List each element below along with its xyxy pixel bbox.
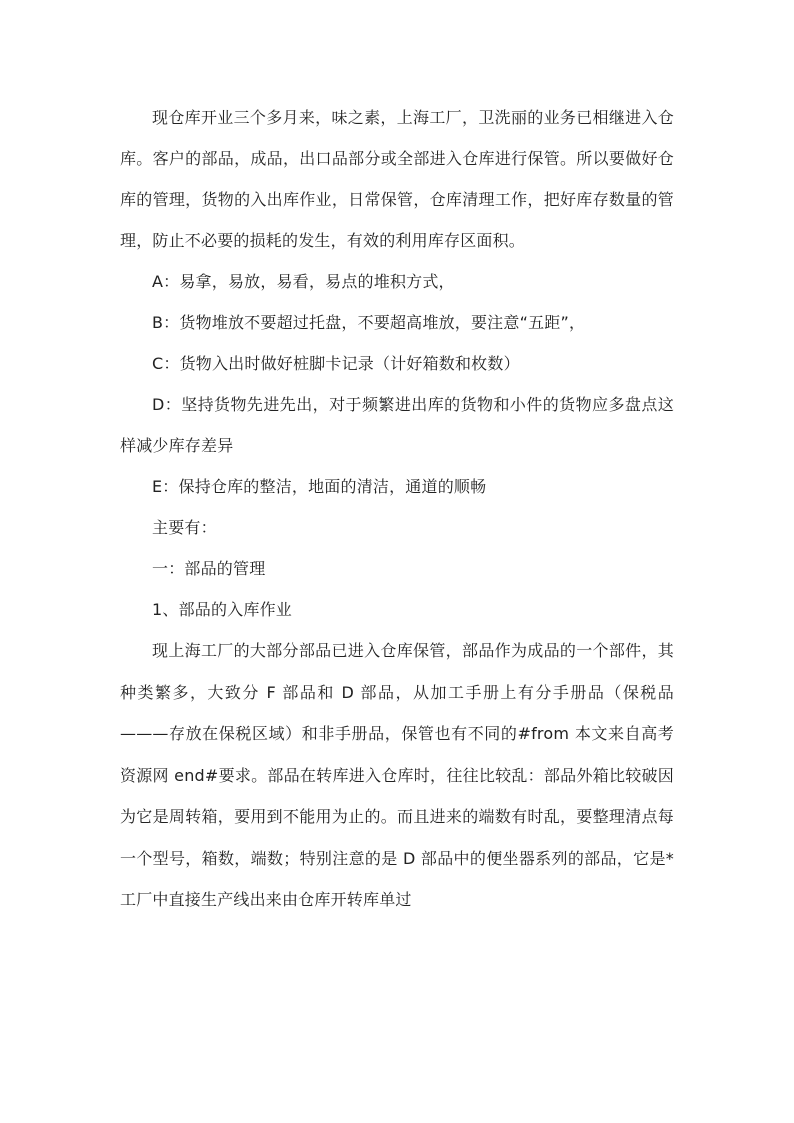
document-page (120, 97, 674, 921)
rule-c-paragraph: C：货物入出时做好桩脚卡记录（计好箱数和枚数） (152, 354, 520, 373)
intro-paragraph: 现仓库开业三个多月来，味之素，上海工厂，卫洗丽的业务已相继进入仓库。客户的部品，成品，出口品部分或全部进入仓库进行保管。所以要做好仓库的管理，货物的入出库作业，日常保管，仓库清理工作，把好库存数量的管理，防止不必要的损耗的发生，有效的利用库存区面积。 (120, 108, 674, 250)
rule-e-paragraph: E：保持仓库的整洁，地面的清洁，通道的顺畅 (152, 477, 487, 496)
rule-b-paragraph: B：货物堆放不要超过托盘，不要超高堆放，要注意“五距”， (152, 313, 586, 332)
rule-d-paragraph: D：坚持货物先进先出，对于频繁进出库的货物和小件的货物应多盘点这样减少库存差异 (120, 395, 674, 455)
parts-body-paragraph: 现上海工厂的大部分部品已进入仓库保管，部品作为成品的一个部件，其种类繁多，大致分 F 部品和 D 部品，从加工手册上有分手册品（保税品———存放在保税区域）和非手册品，保管也有不同的#from 本文来自高考资源网 end#要求。部品在转库进入仓库时，往往比较乱：部品外箱比较破因为它是周转箱，要用到不能用为止的。而且进来的端数有时乱，要整理清点每一个型号，箱数，端数；特别注意的是 D 部品中的便坐器系列的部品，它是*工厂中直接生产线出来由仓库开转库单过 (120, 641, 674, 909)
subsection-heading-parts-inbound: 1、部品的入库作业 (152, 600, 292, 619)
main-items-heading: 主要有： (152, 518, 217, 537)
rule-a-paragraph: A：易拿，易放，易看，易点的堆积方式， (152, 272, 455, 291)
section-heading-parts-management: 一：部品的管理 (152, 559, 266, 578)
